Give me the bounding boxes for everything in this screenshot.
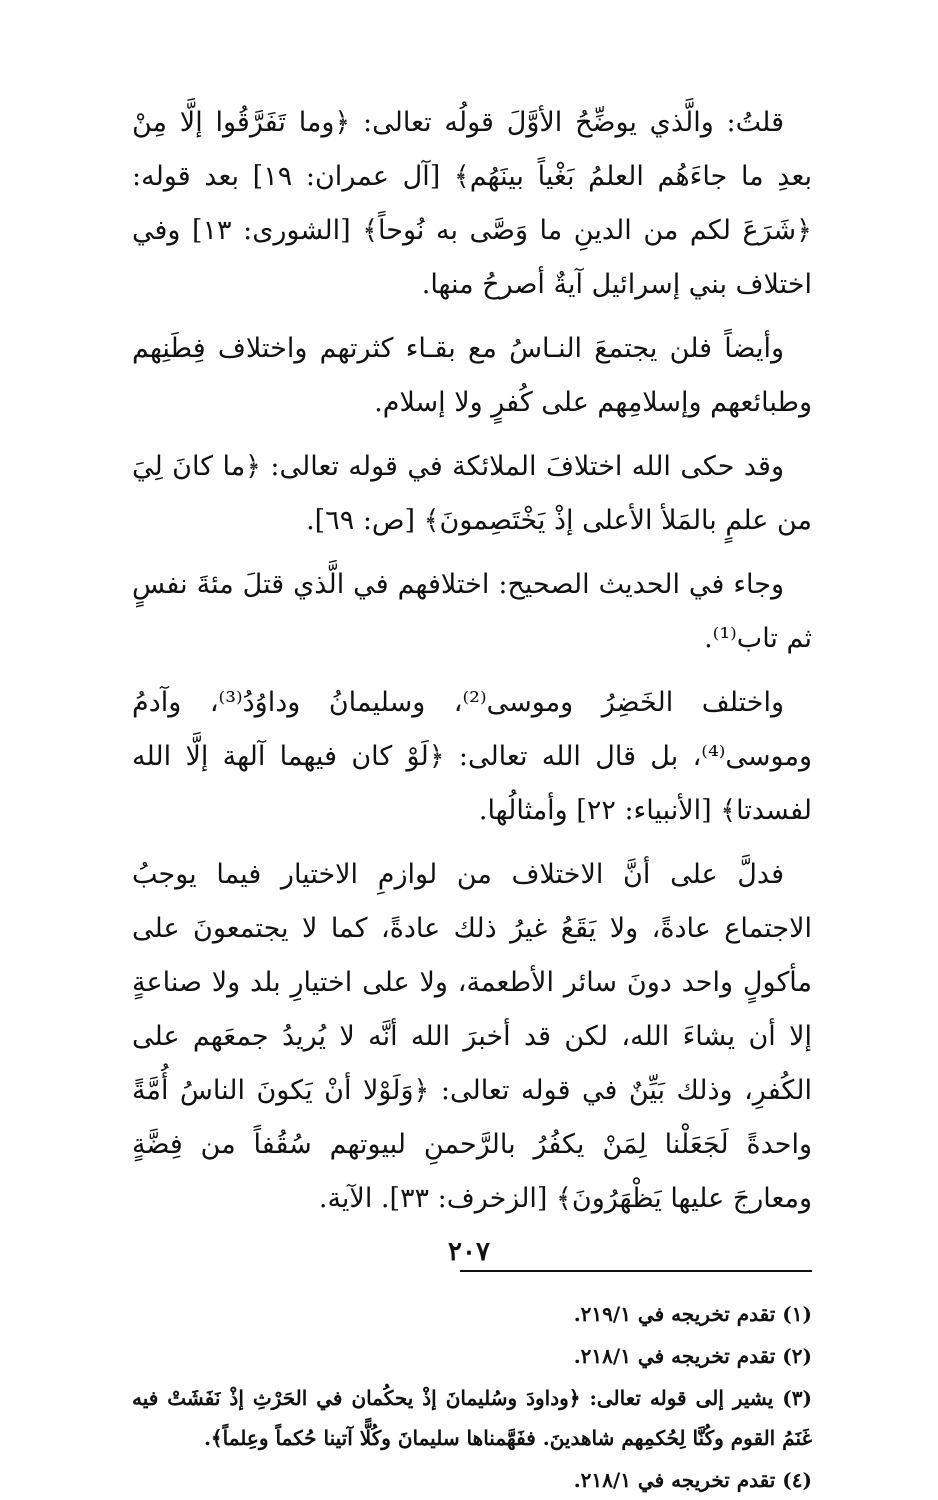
footnote-divider: [460, 1270, 812, 1272]
paragraph-5: واختلف الخَضِرُ وموسى⁽²⁾، وسليمانُ وداوُدُ⁽³⁾، وآدمُ وموسى⁽⁴⁾، بل قال الله تعالى: ﴿لَوْ كان فيهما آلهة إلَّا الله لفسدتا﴾ [الأنبياء: ٢٢] وأمثالُها.: [132, 687, 812, 826]
footnote-1: (١) تقدم تخريجه في ٢١٩/١.: [573, 1302, 812, 1326]
paragraph-4: وجاء في الحديث الصحيح: اختلافهم في الَّذي قتلَ مئةَ نفسٍ ثم تاب⁽¹⁾.: [132, 569, 812, 654]
footnote-2: (٢) تقدم تخريجه في ٢١٨/١.: [573, 1344, 812, 1368]
page-number: ٢٠٧: [448, 1237, 490, 1267]
paragraph-6: فدلَّ على أنَّ الاختلاف من لوازمِ الاختيار فيما يوجبُ الاجتماع عادةً، ولا يَقَعُ غيرُ ذلك عادةً، كما لا يجتمعونَ على مأكولٍ واحد دونَ سائر الأطعمة، ولا على اختيارِ بلد ولا صناعةٍ إلا أن يشاءَ الله، لكن قد أخبرَ الله أنَّه لا يُريدُ جمعَهم على الكُفرِ، وذلك بَيِّنٌ في قوله تعالى: ﴿وَلَوْلا أنْ يَكونَ الناسُ أُمَّةً واحدةً لَجَعَلْنا لِمَنْ يكفُرُ بالرَّحمنِ لبيوتهم سُقُفاً من فِضَّةٍ ومعارجَ عليها يَظْهَرُونَ﴾ [الزخرف: ٣٣]. الآية.: [132, 859, 812, 1214]
paragraph-1: قلتُ: والَّذي يوضِّحُ الأوَّلَ قولُه تعالى: ﴿وما تَفَرَّقُوا إلَّا مِنْ بعدِ ما جاءَهُم العلمُ بَغْياً بينَهُم﴾ [آل عمران: ١٩] بعد قوله: ﴿شَرَعَ لكم من الدينِ ما وَصَّى به نُوحاً﴾ [الشورى: ١٣] وفي اختلاف بني إسرائيل آيةٌ أصرحُ منها.: [132, 107, 812, 300]
paragraph-2: وأيضاً فلن يجتمعَ النـاسُ مع بقـاء كثرتهم واختلاف فِطَنِهم وطبائعهم وإسلامِهم على كُفرٍ ولا إسلام.: [132, 333, 812, 418]
footnote-4: (٤) تقدم تخريجه في ٢١٨/١.: [573, 1468, 812, 1492]
paragraph-3: وقد حكى الله اختلافَ الملائكة في قوله تعالى: ﴿ما كانَ لِيَ من علمٍ بالمَلأ الأعلى إذْ يَخْتَصِمونَ﴾ [ص: ٦٩].: [132, 451, 812, 536]
footnote-3: (٣) يشير إلى قوله تعالى: ﴿وداودَ وسُليمانَ إذْ يحكُمان في الحَرْثِ إذْ نَفَشَتْ فيه غَنَمُ القوم وكُنَّا لِحُكمِهم شاهدينَ. ففَهَّمناها سليمانَ وكُلًّا آتينا حُكماً وعِلماً﴾.: [132, 1386, 812, 1450]
